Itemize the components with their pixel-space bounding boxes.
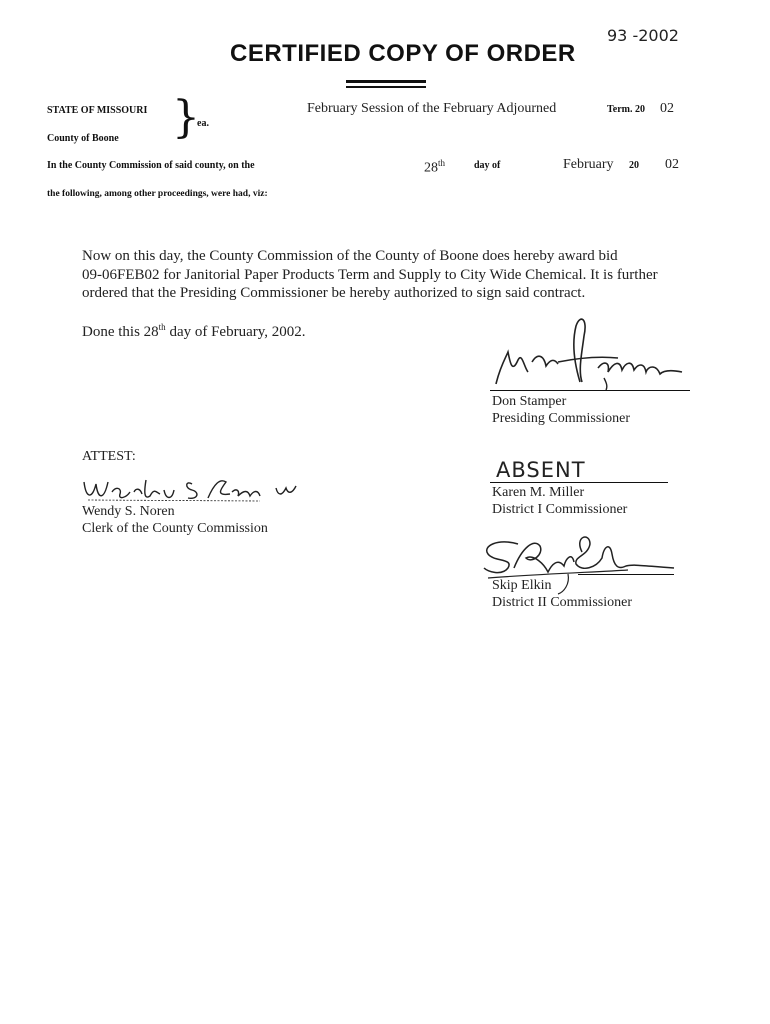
signatory-3-title: District II Commissioner bbox=[492, 595, 632, 610]
signatory-2-name: Karen M. Miller bbox=[492, 485, 585, 500]
order-body bbox=[82, 247, 658, 303]
ea-label: ea. bbox=[197, 118, 209, 129]
signature-line-3 bbox=[578, 574, 674, 575]
body-line-3: ordered that the Presiding Commissioner be hereby authorized to sign said contract. bbox=[82, 285, 586, 301]
page-title: CERTIFIED COPY OF ORDER bbox=[230, 40, 576, 67]
day-of-label: day of bbox=[474, 160, 501, 171]
signature-wendy-noren bbox=[80, 470, 300, 506]
year-text: 02 bbox=[665, 157, 679, 172]
month-text: February bbox=[563, 157, 614, 172]
document-number: 93 -2002 bbox=[607, 26, 679, 45]
signatory-3-name: Skip Elkin bbox=[492, 578, 552, 593]
term-label: Term. 20 bbox=[607, 104, 645, 115]
year-prefix: 20 bbox=[629, 160, 639, 171]
signatory-3 bbox=[492, 577, 632, 611]
signature-line-2 bbox=[490, 482, 668, 483]
attest-signatory bbox=[82, 503, 268, 537]
commission-line: In the County Commission of said county, on the bbox=[47, 160, 255, 171]
signature-line-1 bbox=[490, 390, 690, 391]
signatory-1-name: Don Stamper bbox=[492, 394, 567, 409]
body-line-1: Now on this day, the County Commission of the County of Boone does hereby award bid bbox=[82, 248, 618, 264]
absent-mark: ABSENT bbox=[496, 458, 586, 482]
county-label: County of Boone bbox=[47, 133, 119, 144]
proceedings-line: the following, among other proceedings, were had, viz: bbox=[47, 189, 268, 199]
done-line: Done this 28th day of February, 2002. bbox=[82, 322, 306, 340]
attest-label: ATTEST: bbox=[82, 449, 136, 464]
signature-don-stamper bbox=[488, 312, 688, 392]
body-line-2: 09-06FEB02 for Janitorial Paper Products Term and Supply to City Wide Chemical. It is further bbox=[82, 266, 658, 283]
signatory-2 bbox=[492, 484, 627, 518]
state-label: STATE OF MISSOURI bbox=[47, 105, 148, 116]
brace: } bbox=[172, 92, 200, 143]
attest-title: Clerk of the County Commission bbox=[82, 521, 268, 536]
day-number: 28th bbox=[424, 158, 446, 176]
signatory-1 bbox=[492, 393, 630, 427]
title-underline-2 bbox=[346, 86, 426, 88]
signatory-1-title: Presiding Commissioner bbox=[492, 411, 631, 426]
session-text: February Session of the February Adjourned bbox=[307, 101, 557, 116]
title-underline-1 bbox=[346, 80, 426, 83]
signatory-2-title: District I Commissioner bbox=[492, 502, 628, 517]
attest-name: Wendy S. Noren bbox=[82, 504, 175, 519]
term-year: 02 bbox=[660, 101, 674, 116]
